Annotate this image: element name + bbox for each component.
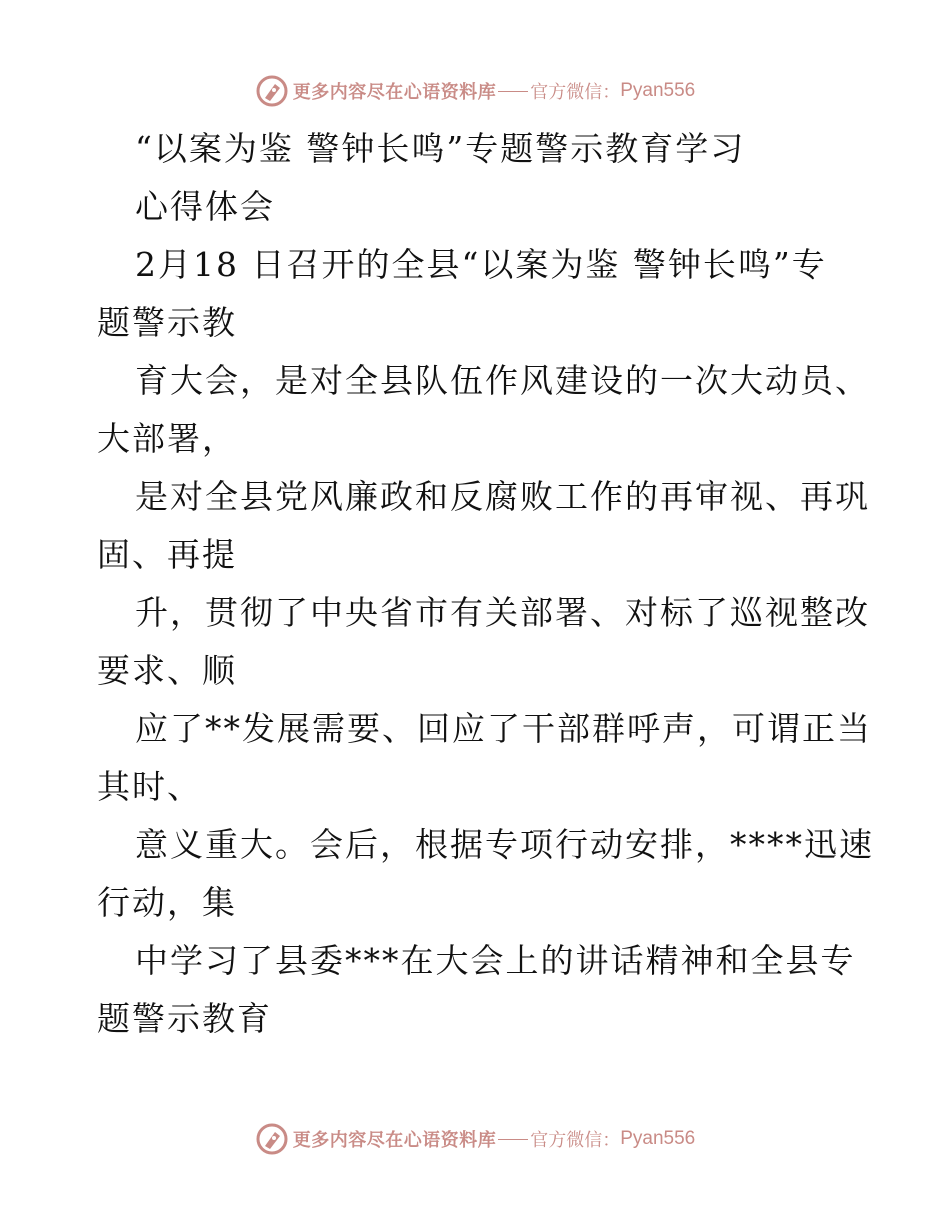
paragraph-line: 育大会，是对全县队伍作风建设的一次大动员、 [135,361,870,400]
pen-nib-circle-icon [255,1122,289,1156]
paragraph-line: 大部署， [97,419,237,458]
watermark-main-text: 更多内容尽在心语资料库 [292,1130,497,1151]
paragraph-line: 题警示教 [97,303,237,342]
paragraph-line: 是对全县党风廉政和反腐败工作的再审视、再巩 [135,477,870,516]
document-body [97,120,874,1048]
watermark-separator [498,91,528,92]
paragraph-line: 2月18 日召开的全县“以案为鉴 警钟长鸣”专 [135,245,827,284]
watermark-main-text: 更多内容尽在心语资料库 [292,82,497,103]
paragraph-line: 题警示教育 [97,999,272,1038]
watermark-header [0,74,950,108]
watermark-account-id: Pyan556 [620,1128,696,1149]
paragraph-line: 意义重大。会后，根据专项行动安排，****迅速 [135,825,874,864]
paragraph-line: 中学习了县委***在大会上的讲话精神和全县专 [135,941,856,980]
watermark-account-label: 官方微信： [530,1130,621,1151]
document-subtitle: 心得体会 [135,187,275,226]
watermark-account-label: 官方微信： [530,82,621,103]
document-title: “以案为鉴 警钟长鸣”专题警示教育学习 [135,129,746,168]
watermark-separator [498,1139,528,1140]
watermark-footer [0,1122,950,1156]
paragraph-line: 要求、顺 [97,651,237,690]
paragraph-line: 行动，集 [97,883,237,922]
paragraph-line: 其时、 [97,767,202,806]
watermark-account-id: Pyan556 [620,80,696,101]
paragraph-line: 升，贯彻了中央省市有关部署、对标了巡视整改 [135,593,870,632]
paragraph-line: 应了**发展需要、回应了干部群呼声，可谓正当 [135,709,872,748]
pen-nib-circle-icon [255,74,289,108]
paragraph-line: 固、再提 [97,535,237,574]
